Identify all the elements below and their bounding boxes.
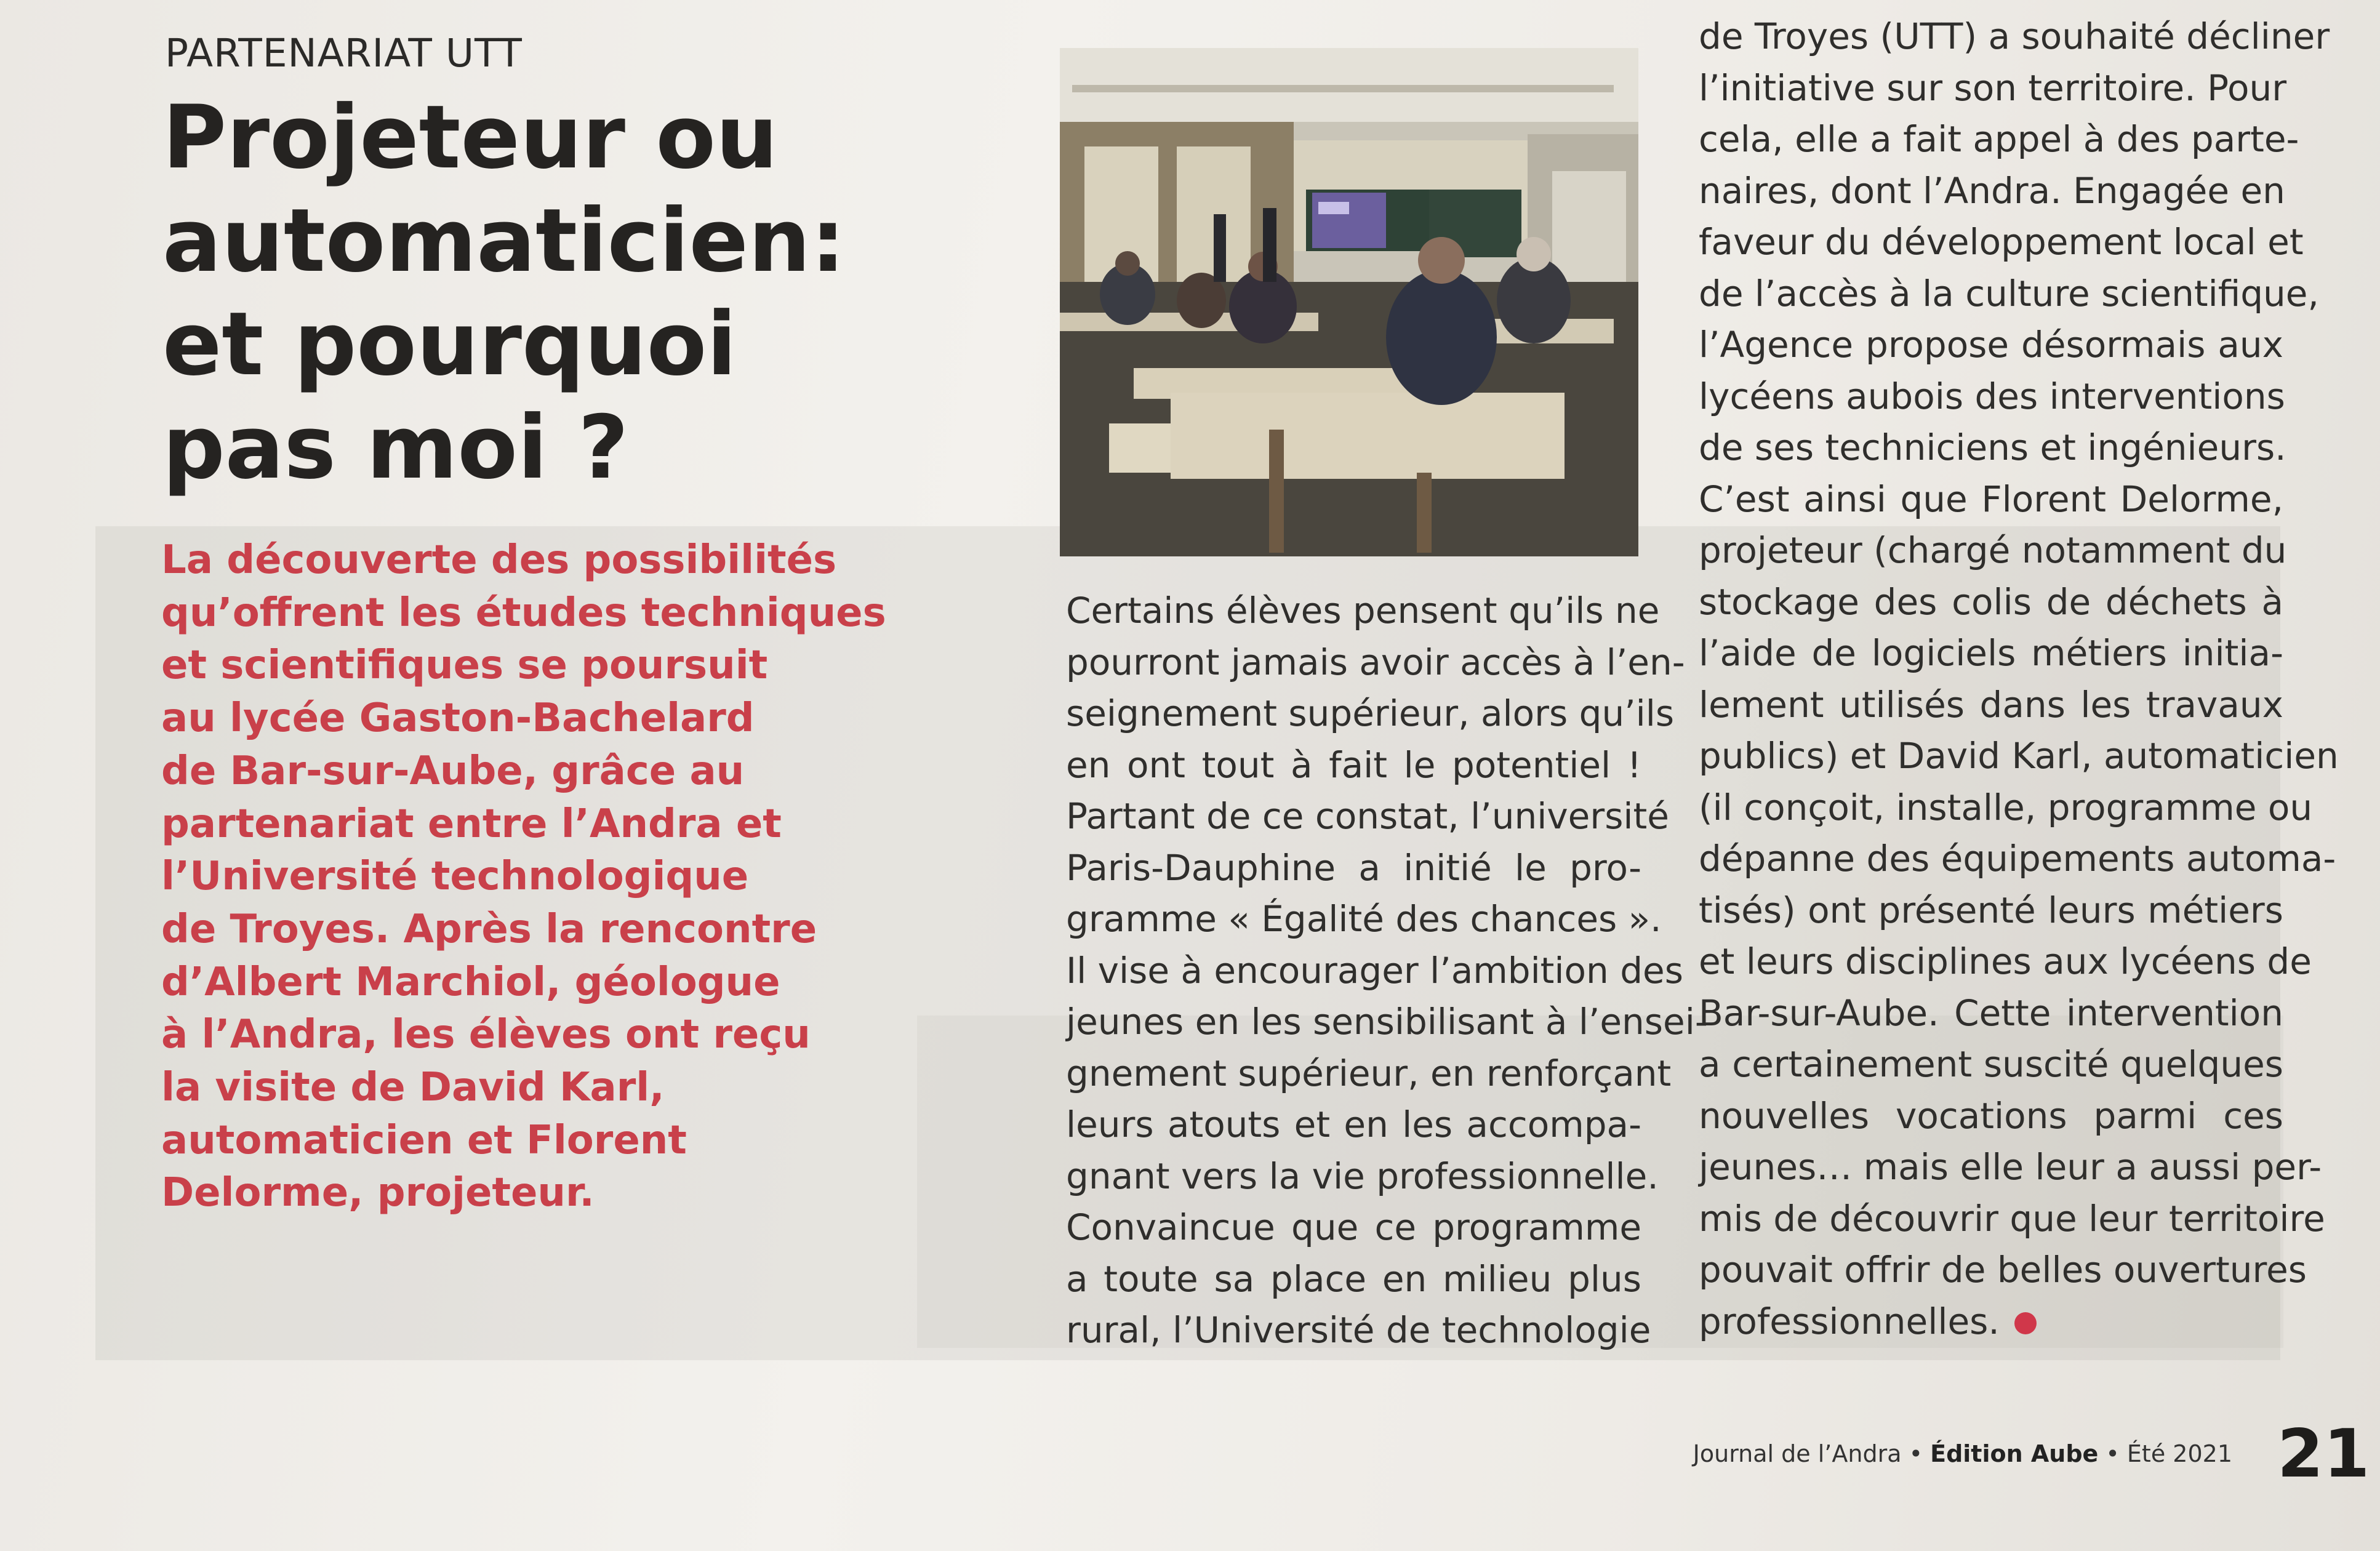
body-line: rural, l’Université de technologie — [1066, 1309, 1651, 1351]
body-line: Convaincue que ce programme — [1066, 1206, 1641, 1248]
lead-line: la visite de David Karl, — [161, 1065, 665, 1111]
body-line: de Troyes (UTT) a souhaité décliner — [1699, 15, 2330, 57]
edition-name: Édition Aube — [1930, 1440, 2099, 1467]
final-line-text: professionnelles. — [1699, 1300, 2000, 1342]
body-line: mis de découvrir que leur territoire — [1699, 1197, 2325, 1240]
body-line: nouvelles vocations parmi ces — [1699, 1094, 2283, 1137]
body-line: leurs atouts et en les accompa- — [1066, 1104, 1641, 1145]
body-line: faveur du développement local et — [1699, 221, 2304, 263]
body-line: Bar-sur-Aube. Cette intervention — [1699, 992, 2283, 1034]
body-line: C’est ainsi que Florent Delorme, — [1699, 478, 2283, 520]
body-line: (il conçoit, installe, programme ou — [1699, 786, 2313, 828]
body-line: stockage des colis de déchets à — [1699, 580, 2283, 623]
lead-line: d’Albert Marchiol, géologue — [161, 959, 780, 1005]
body-line: naires, dont l’Andra. Engagée en — [1699, 169, 2285, 212]
body-line: pourront jamais avoir accès à l’en- — [1066, 641, 1685, 683]
body-line: Partant de ce constat, l’université — [1066, 795, 1669, 837]
body-line: tisés) ont présenté leurs métiers — [1699, 889, 2283, 931]
headline-line: et pourquoi — [162, 294, 737, 395]
lead-line: au lycée Gaston-Bachelard — [161, 695, 755, 742]
body-line: publics) et David Karl, automaticien — [1699, 735, 2339, 777]
body-line: a certainement suscité quelques — [1699, 1043, 2283, 1085]
article-headline — [162, 86, 963, 500]
lead-line: partenariat entre l’Andra et — [161, 801, 782, 847]
headline-line: pas moi ? — [162, 397, 629, 499]
lead-line: Delorme, projeteur. — [161, 1170, 595, 1216]
lead-line: qu’offrent les études techniques — [161, 590, 886, 636]
body-line: pouvait offrir de belles ouvertures — [1699, 1249, 2307, 1291]
body-line: lycéens aubois des interventions — [1699, 375, 2285, 417]
body-line-final — [1699, 1296, 2283, 1348]
headline-line: automaticien: — [162, 190, 846, 292]
lead-line: et scientifiques se poursuit — [161, 643, 768, 689]
body-line: lement utilisés dans les travaux — [1699, 683, 2283, 726]
end-of-article-dot-icon — [2014, 1312, 2037, 1334]
footer-separator: • — [1909, 1440, 1923, 1467]
footer-separator: • — [2106, 1440, 2120, 1467]
body-column-1 — [1066, 585, 1708, 1357]
classroom-photo — [1060, 48, 1638, 556]
section-kicker: PARTENARIAT UTT — [165, 31, 523, 76]
lead-line: l’Université technologique — [161, 854, 749, 900]
body-line: en ont tout à fait le potentiel ! — [1066, 743, 1641, 786]
body-line: Paris-Dauphine a initié le pro- — [1066, 846, 1641, 889]
body-line: a toute sa place en milieu plus — [1066, 1257, 1641, 1300]
body-line: cela, elle a fait appel à des parte- — [1699, 118, 2299, 160]
journal-name: Journal de l’Andra — [1693, 1440, 1902, 1467]
body-column-2 — [1699, 11, 2339, 1347]
page-number: 21 — [2277, 1416, 2370, 1493]
lead-line: automaticien et Florent — [161, 1117, 687, 1163]
body-line: gnement supérieur, en renforçant — [1066, 1052, 1672, 1094]
body-line: gramme « Égalité des chances ». — [1066, 898, 1662, 940]
body-line: seignement supérieur, alors qu’ils — [1066, 692, 1675, 734]
body-line: de ses techniciens et ingénieurs. — [1699, 427, 2286, 468]
lead-line: La découverte des possibilités — [161, 537, 837, 583]
headline-line: Projeteur ou — [162, 87, 779, 188]
lead-line: de Troyes. Après la rencontre — [161, 906, 817, 952]
body-line: Certains élèves pensent qu’ils ne — [1066, 590, 1660, 631]
body-line: de l’accès à la culture scientifique, — [1699, 272, 2319, 315]
body-line: projeteur (chargé notamment du — [1699, 529, 2287, 571]
body-line: jeunes en les sensibilisant à l’ensei- — [1066, 1001, 1708, 1043]
lead-line: de Bar-sur-Aube, grâce au — [161, 748, 745, 794]
issue-season: Été 2021 — [2126, 1440, 2232, 1467]
body-line: l’initiative sur son territoire. Pour — [1699, 66, 2287, 109]
body-line: et leurs disciplines aux lycéens de — [1699, 940, 2312, 982]
body-line: gnant vers la vie professionnelle. — [1066, 1155, 1659, 1197]
article-lead — [161, 534, 955, 1220]
lead-line: à l’Andra, les élèves ont reçu — [161, 1012, 811, 1058]
body-line: jeunes… mais elle leur a aussi per- — [1699, 1146, 2322, 1188]
body-line: dépanne des équipements automa- — [1699, 838, 2336, 880]
body-line: Il vise à encourager l’ambition des — [1066, 949, 1683, 992]
body-line: l’Agence propose désormais aux — [1699, 324, 2283, 366]
body-line: l’aide de logiciels métiers initia- — [1699, 632, 2283, 674]
page-footer — [1693, 1440, 2232, 1467]
